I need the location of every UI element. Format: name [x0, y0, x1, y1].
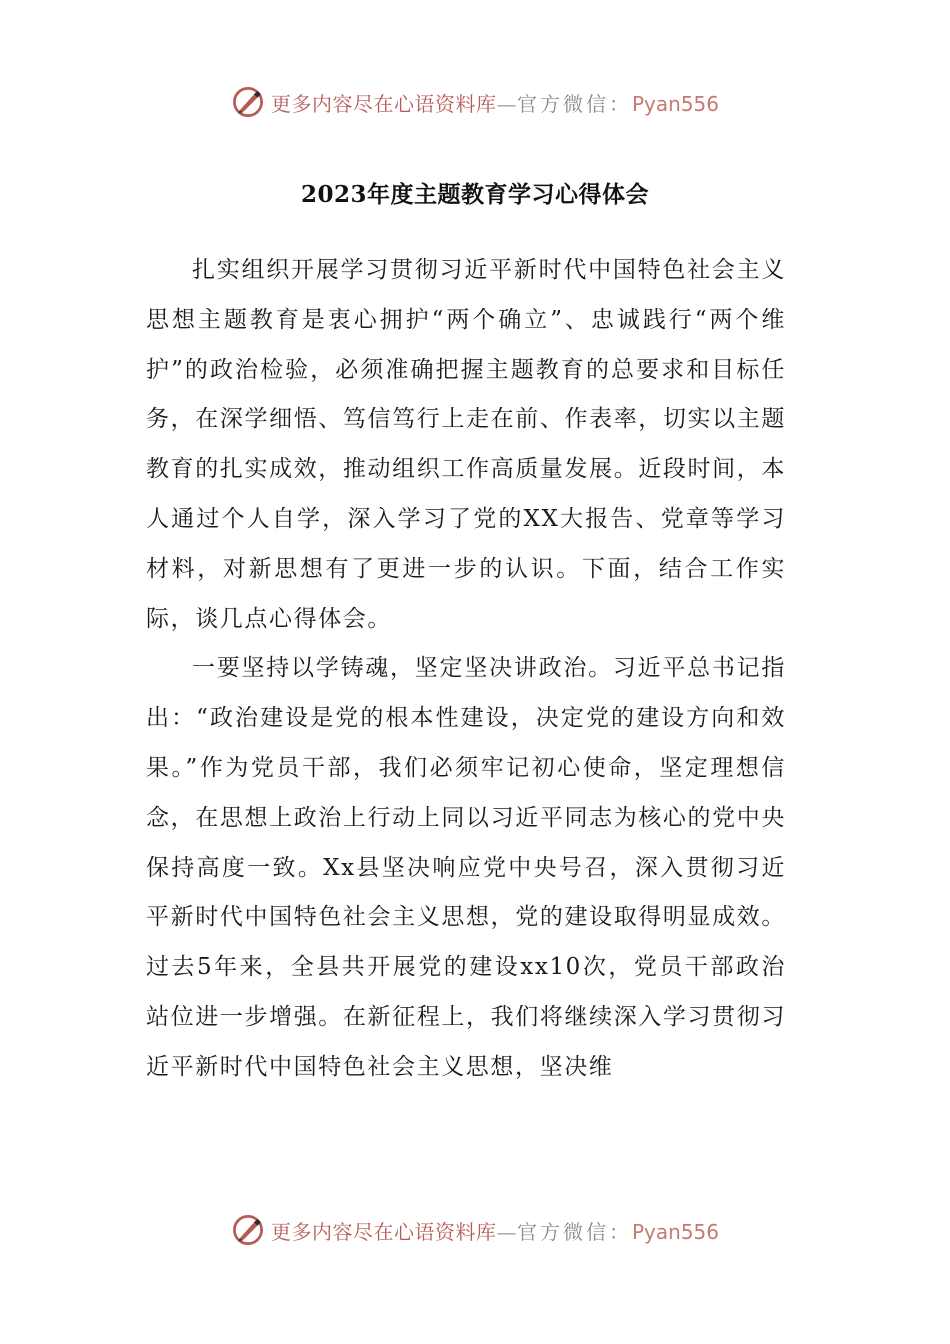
watermark-brand: 更多内容尽在心语资料库 [270, 91, 497, 116]
document-body [146, 246, 786, 1093]
watermark-text [271, 88, 719, 117]
watermark-wechat-label: 官方微信： [516, 91, 632, 116]
watermark-separator: — [496, 1219, 517, 1244]
paragraph-intro: 扎实组织开展学习贯彻习近平新时代中国特色社会主义思想主题教育是衷心拥护“两个确立”、忠诚践行“两个维护”的政治检验，必须准确把握主题教育的总要求和目标任务，在深学细悟、笃信笃行上走在前、作表率，切实以主题教育的扎实成效，推动组织工作高质量发展。近段时间，本人通过个人自学，深入学习了党的XX大报告、党章等学习材料，对新思想有了更进一步的认识。下面，结合工作实际，谈几点心得体会。 [146, 257, 786, 632]
watermark-wechat-id: Pyan556 [631, 91, 719, 116]
watermark-wechat-label: 官方微信： [516, 1219, 632, 1244]
paragraph-point-one: 一要坚持以学铸魂，坚定坚决讲政治。习近平总书记指出：“政治建设是党的根本性建设，决定党的建设方向和效果。”作为党员干部，我们必须牢记初心使命，坚定理想信念，在思想上政治上行动上同以习近平同志为核心的党中央保持高度一致。Xx县坚决响应党中央号召，深入贯彻习近平新时代中国特色社会主义思想，党的建设取得明显成效。过去5年来，全县共开展党的建设xx10次，党员干部政治站位进一步增强。在新征程上，我们将继续深入学习贯彻习近平新时代中国特色社会主义思想，坚决维 [146, 655, 786, 1080]
pen-nib-circle-icon [231, 1213, 265, 1247]
watermark-separator: — [496, 91, 517, 116]
watermark-wechat-id: Pyan556 [631, 1219, 719, 1244]
pen-nib-circle-icon [231, 85, 265, 119]
footer-watermark [0, 1210, 950, 1250]
watermark-brand: 更多内容尽在心语资料库 [270, 1219, 497, 1244]
watermark-text [271, 1216, 719, 1245]
document-title: 2023年度主题教育学习心得体会 [300, 181, 649, 208]
header-watermark [0, 82, 950, 122]
